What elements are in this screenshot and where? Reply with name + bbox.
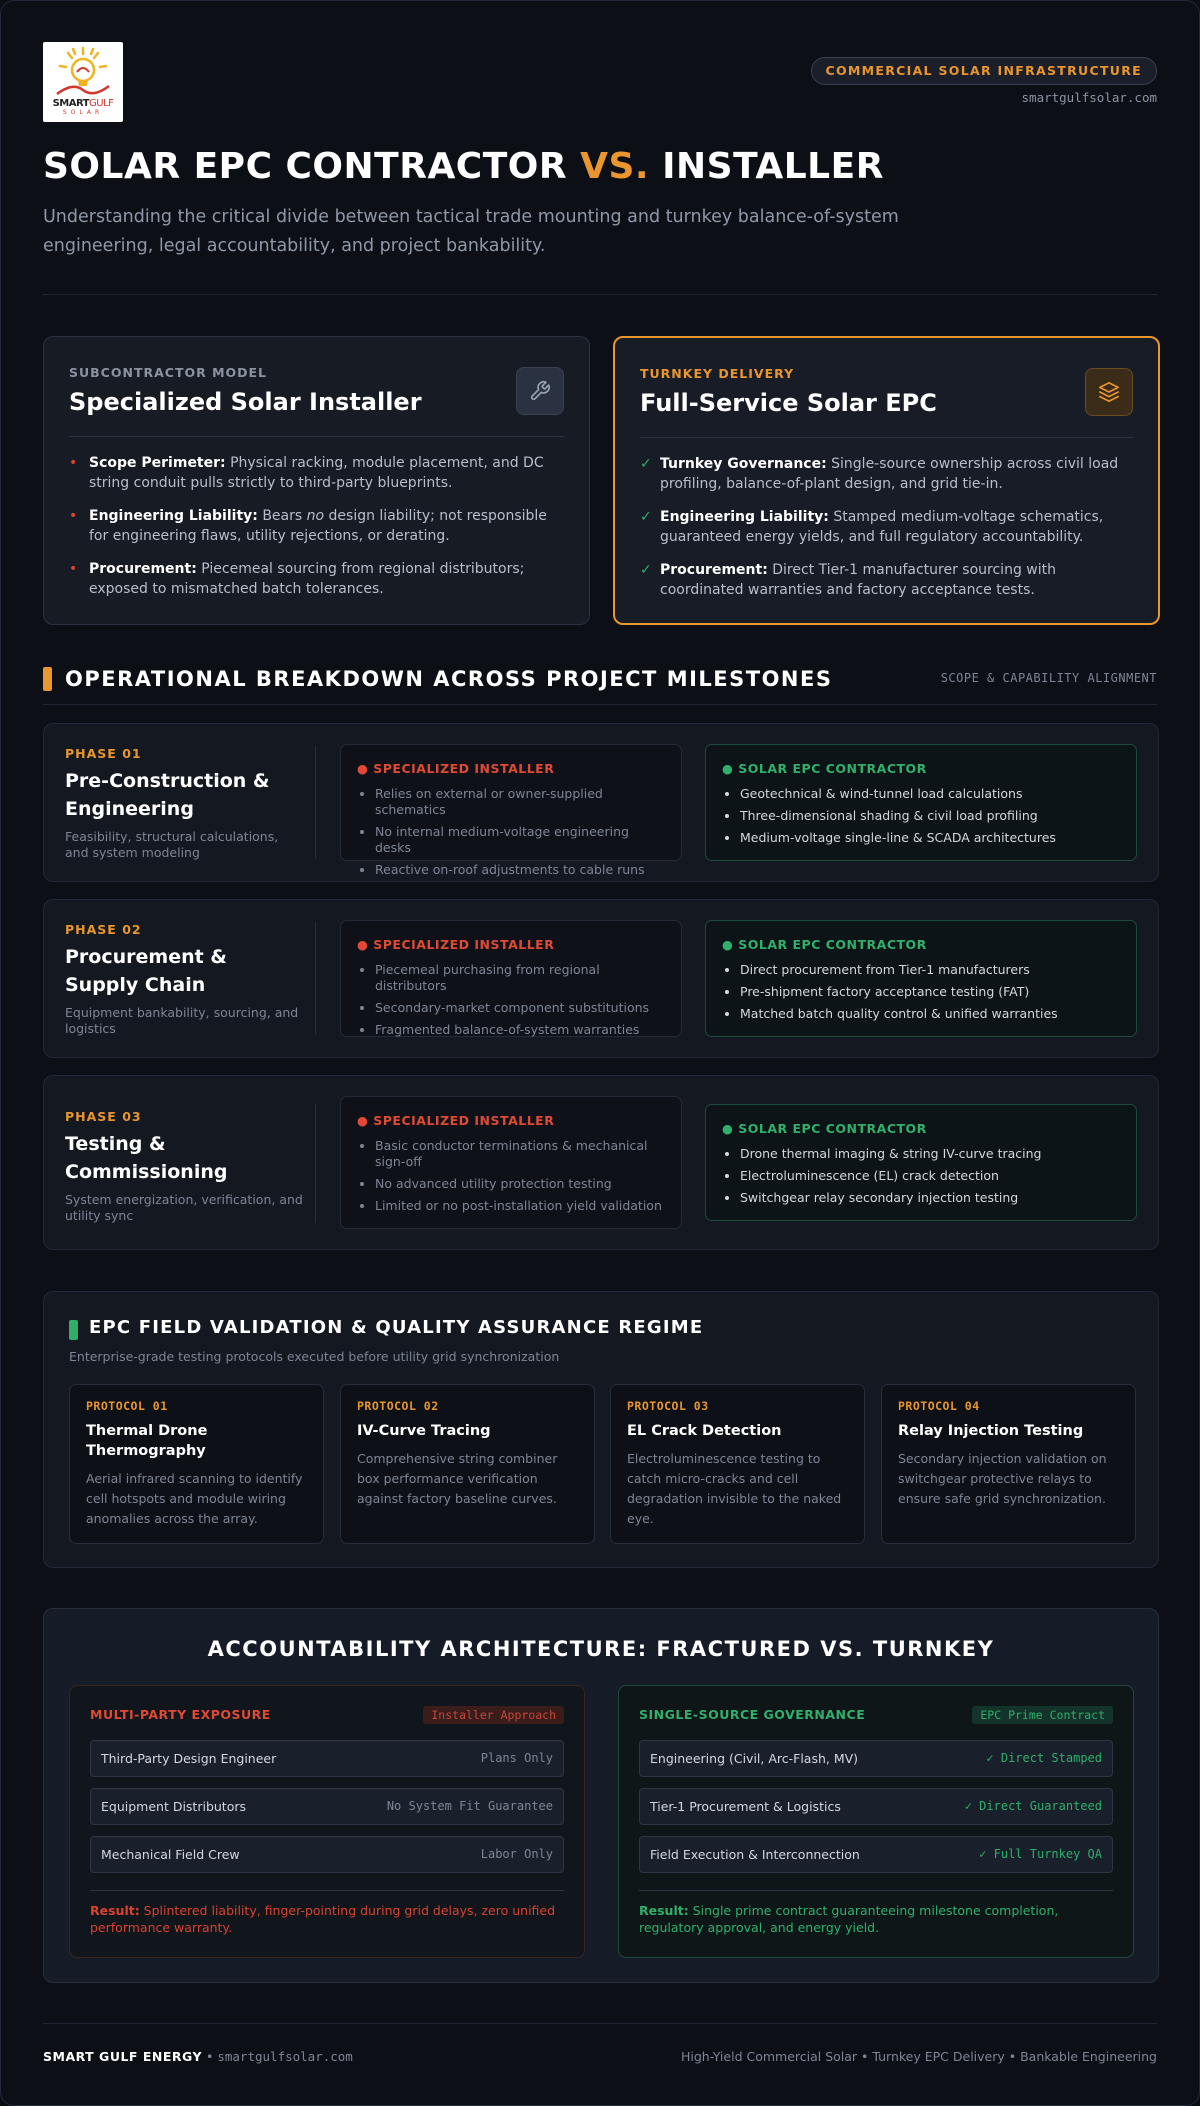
party-value: Plans Only bbox=[480, 1751, 553, 1765]
list-item: • Limited or no post-installation yield validation bbox=[375, 1198, 665, 1214]
footer-tagline: High-Yield Commercial Solar • Turnkey EPC Delivery • Bankable Engineering bbox=[680, 2049, 1157, 2064]
installer-box bbox=[340, 1096, 682, 1229]
accountability-section bbox=[43, 1608, 1159, 1983]
protocol-description: Electroluminescence testing to catch micro-cracks and cell degradation invisible to the naked eye. bbox=[627, 1451, 842, 1526]
section-label: SCOPE & CAPABILITY ALIGNMENT bbox=[940, 671, 1157, 685]
logo bbox=[43, 42, 123, 122]
wrench-icon bbox=[516, 367, 564, 415]
list-item: • Scope Perimeter: Physical racking, module placement, and DC string conduit pulls strictly to third-party blueprints. bbox=[69, 455, 544, 491]
installer-card bbox=[43, 336, 590, 625]
party-row: Tier-1 Procurement & Logistics ✓ Direct Guaranteed bbox=[639, 1788, 1113, 1825]
list-item: ✓ Engineering Liability: Stamped medium-voltage schematics, guaranteed energy yields, and full regulatory accountability. bbox=[640, 509, 1104, 545]
phase-row-03 bbox=[43, 1075, 1159, 1250]
list-item: • Piecemeal purchasing from regional distributors bbox=[375, 962, 665, 994]
epc-list bbox=[640, 454, 1133, 600]
phase-number: PHASE 02 bbox=[65, 922, 142, 937]
protocol-title: Relay Injection Testing bbox=[898, 1423, 1084, 1439]
installer-list bbox=[69, 453, 564, 599]
card-title: Full-Service Solar EPC bbox=[640, 389, 937, 417]
card-divider bbox=[640, 437, 1133, 438]
list-item: • Electroluminescence (EL) crack detection bbox=[740, 1168, 1120, 1184]
list-item: ✓ Turnkey Governance: Single-source ownership across civil load profiling, balance-of-plant design, and grid tie-in. bbox=[640, 456, 1119, 492]
epc-box bbox=[705, 1104, 1137, 1221]
card-eyebrow: TURNKEY DELIVERY bbox=[640, 366, 795, 381]
list-item: • Direct procurement from Tier-1 manufacturers bbox=[740, 962, 1120, 978]
protocol-card bbox=[881, 1384, 1136, 1544]
protocol-card bbox=[69, 1384, 324, 1544]
list-item: • Pre-shipment factory acceptance testing (FAT) bbox=[740, 984, 1120, 1000]
phase-number: PHASE 01 bbox=[65, 746, 142, 761]
phase-title: Testing & Commissioning bbox=[65, 1133, 228, 1183]
epc-box bbox=[705, 744, 1137, 861]
logo-subtext: SOLAR bbox=[62, 109, 104, 116]
phase-separator bbox=[315, 746, 316, 859]
category-badge: COMMERCIAL SOLAR INFRASTRUCTURE bbox=[811, 57, 1157, 85]
protocol-title: Thermal Drone Thermography bbox=[86, 1423, 208, 1459]
list-item: • Fragmented balance-of-system warranties bbox=[375, 1022, 665, 1038]
list-item: • Relies on external or owner-supplied schematics bbox=[375, 786, 665, 818]
multi-party-column bbox=[69, 1685, 585, 1958]
page-lede: Understanding the critical divide between tactical trade mounting and turnkey balance-of-system engineering, legal accountability, and project bankability. bbox=[43, 207, 899, 256]
qa-title: EPC FIELD VALIDATION & QUALITY ASSURANCE REGIME bbox=[89, 1317, 704, 1338]
sun-bulb-icon bbox=[43, 42, 123, 102]
protocol-title: IV-Curve Tracing bbox=[357, 1423, 491, 1439]
list-item: • Procurement: Piecemeal sourcing from regional distributors; exposed to mismatched batch tolerances. bbox=[69, 561, 525, 597]
column-tag: EPC Prime Contract bbox=[972, 1706, 1113, 1724]
epc-box bbox=[705, 920, 1137, 1037]
phase-row-01 bbox=[43, 723, 1159, 882]
list-item: • No internal medium-voltage engineering desks bbox=[375, 824, 665, 856]
phase-row-02 bbox=[43, 899, 1159, 1058]
protocol-title: EL Crack Detection bbox=[627, 1423, 782, 1439]
layers-icon bbox=[1085, 368, 1133, 416]
card-title: Specialized Solar Installer bbox=[69, 388, 422, 416]
section-divider bbox=[43, 704, 1157, 705]
logo-wordmark: SMARTGULF bbox=[52, 98, 114, 109]
protocol-description: Comprehensive string combiner box performance verification against factory baseline curves. bbox=[357, 1451, 558, 1506]
accountability-title: ACCOUNTABILITY ARCHITECTURE: FRACTURED VS. TURNKEY bbox=[207, 1637, 995, 1661]
result-text: Result: Single prime contract guaranteeing milestone completion, regulatory approval, and energy yield. bbox=[639, 1903, 1059, 1935]
list-item: • Drone thermal imaging & string IV-curve tracing bbox=[740, 1146, 1120, 1162]
protocol-number: PROTOCOL 03 bbox=[627, 1399, 709, 1413]
phase-number: PHASE 03 bbox=[65, 1109, 142, 1124]
qa-section bbox=[43, 1291, 1159, 1568]
phase-info bbox=[65, 746, 305, 861]
party-row: Third-Party Design Engineer Plans Only bbox=[90, 1740, 564, 1777]
phase-separator bbox=[315, 922, 316, 1035]
section-title: OPERATIONAL BREAKDOWN ACROSS PROJECT MILESTONES bbox=[65, 667, 833, 691]
installer-box bbox=[340, 744, 682, 877]
list-item: • No advanced utility protection testing bbox=[375, 1176, 665, 1192]
party-row: Engineering (Civil, Arc-Flash, MV) ✓ Direct Stamped bbox=[639, 1740, 1113, 1777]
phase-info bbox=[65, 1109, 305, 1224]
protocol-card bbox=[340, 1384, 595, 1544]
card-divider bbox=[69, 436, 564, 437]
header-divider bbox=[43, 294, 1157, 295]
column-label: MULTI-PARTY EXPOSURE bbox=[90, 1707, 271, 1722]
party-row: Field Execution & Interconnection ✓ Full Turnkey QA bbox=[639, 1836, 1113, 1873]
party-value: ✓ Direct Guaranteed bbox=[964, 1799, 1102, 1813]
card-eyebrow: SUBCONTRACTOR MODEL bbox=[69, 365, 268, 380]
list-item: • Secondary-market component substitutions bbox=[375, 1000, 665, 1016]
column-divider bbox=[639, 1890, 1113, 1891]
epc-label: ● SOLAR EPC CONTRACTOR bbox=[722, 761, 927, 776]
list-item: ✓ Procurement: Direct Tier-1 manufacturer sourcing with coordinated warranties and factory acceptance tests. bbox=[640, 562, 1056, 598]
epc-label: ● SOLAR EPC CONTRACTOR bbox=[722, 1121, 927, 1136]
site-url[interactable]: smartgulfsolar.com bbox=[1021, 90, 1157, 105]
list-item: • Three-dimensional shading & civil load profiling bbox=[740, 808, 1120, 824]
list-item: • Basic conductor terminations & mechanical sign-off bbox=[375, 1138, 665, 1170]
party-row: Mechanical Field Crew Labor Only bbox=[90, 1836, 564, 1873]
phase-title: Procurement & Supply Chain bbox=[65, 946, 227, 996]
protocol-description: Secondary injection validation on switchgear protective relays to ensure safe grid synchronization. bbox=[898, 1451, 1107, 1506]
installer-label: ● SPECIALIZED INSTALLER bbox=[357, 937, 555, 952]
epc-label: ● SOLAR EPC CONTRACTOR bbox=[722, 937, 927, 952]
protocol-description: Aerial infrared scanning to identify cell hotspots and module wiring anomalies across the array. bbox=[86, 1471, 303, 1526]
list-item: • Reactive on-roof adjustments to cable runs bbox=[375, 862, 665, 878]
single-source-column bbox=[618, 1685, 1134, 1958]
party-value: ✓ Full Turnkey QA bbox=[979, 1847, 1102, 1861]
party-value: ✓ Direct Stamped bbox=[986, 1751, 1102, 1765]
party-value: No System Fit Guarantee bbox=[386, 1799, 553, 1813]
phase-title: Pre-Construction & Engineering bbox=[65, 770, 270, 820]
installer-label: ● SPECIALIZED INSTALLER bbox=[357, 1113, 555, 1128]
party-row: Equipment Distributors No System Fit Guarantee bbox=[90, 1788, 564, 1825]
epc-card bbox=[613, 336, 1160, 625]
result-text: Result: Splintered liability, finger-pointing during grid delays, zero unified performance warranty. bbox=[90, 1903, 556, 1935]
phase-description: Feasibility, structural calculations, and system modeling bbox=[65, 829, 279, 860]
list-item: • Geotechnical & wind-tunnel load calculations bbox=[740, 786, 1120, 802]
footer-brand: SMART GULF ENERGY • smartgulfsolar.com bbox=[43, 2049, 353, 2064]
column-header bbox=[639, 1704, 1113, 1724]
column-label: SINGLE-SOURCE GOVERNANCE bbox=[639, 1707, 866, 1722]
list-item: • Engineering Liability: Bears no design liability; not responsible for engineering flaws, utility rejections, or derating. bbox=[69, 508, 547, 544]
protocol-card bbox=[610, 1384, 865, 1544]
list-item: • Matched batch quality control & unified warranties bbox=[740, 1006, 1120, 1022]
installer-box bbox=[340, 920, 682, 1037]
protocol-number: PROTOCOL 04 bbox=[898, 1399, 980, 1413]
installer-label: ● SPECIALIZED INSTALLER bbox=[357, 761, 555, 776]
column-tag: Installer Approach bbox=[423, 1706, 564, 1724]
phase-info bbox=[65, 922, 305, 1037]
page-title: SOLAR EPC CONTRACTOR VS. INSTALLER bbox=[43, 146, 884, 187]
footer-divider bbox=[43, 2023, 1157, 2024]
section-accent-bar bbox=[43, 667, 52, 691]
protocol-number: PROTOCOL 01 bbox=[86, 1399, 168, 1413]
column-header bbox=[90, 1704, 564, 1724]
phase-separator bbox=[315, 1104, 316, 1223]
footer-site-link[interactable]: smartgulfsolar.com bbox=[217, 2049, 353, 2064]
qa-subtitle: Enterprise-grade testing protocols executed before utility grid synchronization bbox=[69, 1349, 560, 1364]
list-item: • Switchgear relay secondary injection testing bbox=[740, 1190, 1120, 1206]
qa-accent-bar bbox=[69, 1320, 78, 1340]
list-item: • Medium-voltage single-line & SCADA architectures bbox=[740, 830, 1120, 846]
column-divider bbox=[90, 1890, 564, 1891]
protocol-number: PROTOCOL 02 bbox=[357, 1399, 439, 1413]
phase-description: System energization, verification, and utility sync bbox=[65, 1192, 303, 1223]
phase-description: Equipment bankability, sourcing, and logistics bbox=[65, 1005, 299, 1036]
party-value: Labor Only bbox=[480, 1847, 553, 1861]
